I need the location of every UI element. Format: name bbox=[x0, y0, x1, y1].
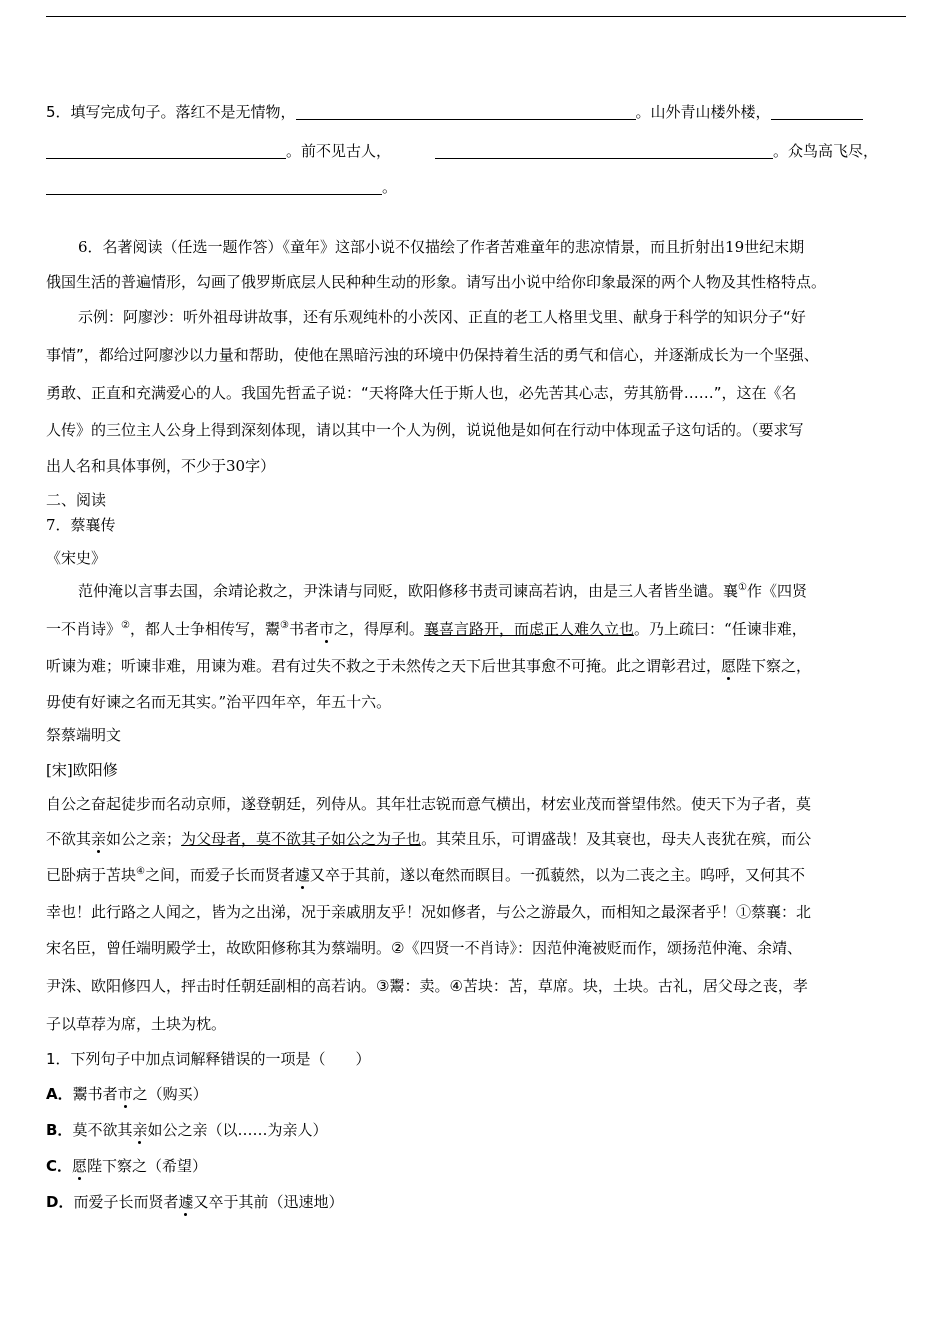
dotted-word: 市 bbox=[318, 620, 334, 638]
answer-blank[interactable] bbox=[46, 142, 286, 159]
footnote-marker: ① bbox=[738, 582, 747, 593]
section-heading: 二、阅读 bbox=[46, 491, 107, 509]
option-b[interactable]: B．莫不欲其亲如公之亲（以……为亲人） bbox=[46, 1121, 328, 1139]
q6-line: 示例：阿廖沙：听外祖母讲故事，还有乐观纯朴的小茨冈、正直的老工人格里戈里、献身于科学的知识分子“好 bbox=[78, 308, 806, 326]
passage-title: 7．蔡襄传 bbox=[46, 516, 116, 534]
q5-line-3 bbox=[46, 176, 397, 198]
option-label: A． bbox=[46, 1085, 73, 1103]
dotted-word: 亲 bbox=[91, 830, 107, 848]
passage-title: 祭蔡端明文 bbox=[46, 726, 122, 744]
footnote-line: 宋名臣，曾任端明殿学士，故欧阳修称其为蔡端明。②《四贤一不肖诗》：因范仲淹被贬而作，颂扬范仲淹、余靖、 bbox=[46, 939, 802, 957]
q6-line: 人传》的三位主人公身上得到深刻体现，请以其中一个人为例，说说他是如何在行动中体现孟子这句话的。（要求写 bbox=[46, 421, 804, 439]
answer-blank[interactable] bbox=[296, 103, 636, 120]
passage-line: 自公之奋起徒步而名动京师，遂登朝廷，列侍从。其年壮志锐而意气横出，材宏业茂而誉望伟然。使天下为子者，莫 bbox=[46, 795, 812, 813]
passage-line: 范仲淹以言事去国，余靖论救之，尹洙请与同贬，欧阳修移书责司谏高若讷，由是三人者皆坐谴。襄①作《四贤 bbox=[78, 582, 807, 600]
q6-line: 俄国生活的普遍情形，勾画了俄罗斯底层人民种种生动的形象。请写出小说中给你印象最深的两个人物及其性格特点。 bbox=[46, 273, 827, 291]
q6-line: 6．名著阅读（任选一题作答）《童年》这部小说不仅描绘了作者苦难童年的悲凉情景，而且折射出19世纪末期 bbox=[78, 238, 805, 256]
answer-blank[interactable] bbox=[46, 178, 382, 195]
question-stem: 1．下列句子中加点词解释错误的一项是（ ） bbox=[46, 1050, 371, 1068]
answer-blank[interactable] bbox=[435, 142, 773, 159]
option-d[interactable]: D．而爱子长而贤者遽又卒于其前（迅速地） bbox=[46, 1193, 344, 1211]
q5-text: 5．填写完成句子。落红不是无情物， bbox=[46, 103, 296, 121]
option-label: B． bbox=[46, 1121, 73, 1139]
passage-author: [宋]欧阳修 bbox=[46, 761, 118, 779]
dotted-word: 愿 bbox=[721, 657, 737, 675]
option-label: D． bbox=[46, 1193, 74, 1211]
option-label: C． bbox=[46, 1157, 73, 1175]
q5-line-1 bbox=[46, 101, 863, 123]
q6-line: 事情”，都给过阿廖沙以力量和帮助，使他在黑暗污浊的环境中仍保持着生活的勇气和信心，并逐渐成长为一个坚强、 bbox=[46, 346, 819, 364]
passage-source: 《宋史》 bbox=[46, 549, 107, 567]
dotted-word: 遽 bbox=[295, 866, 311, 884]
dotted-word: 愿 bbox=[72, 1157, 88, 1175]
passage-line: 听谏为难；听谏非难，用谏为难。君有过失不救之于未然传之天下后世其事愈不可掩。此之谓彰君过，愿陛下察之， bbox=[46, 657, 812, 675]
passage-line: 一不肖诗》②，都人士争相传写，鬻③书者市之，得厚利。襄喜言路开，而虑正人难久立也。乃上疏曰：“任谏非难， bbox=[46, 620, 807, 638]
dotted-word: 市 bbox=[117, 1085, 133, 1103]
passage-line: 幸也！此行路之人闻之，皆为之出涕，况于亲戚朋友乎！况如修者，与公之游最久，而相知之最深者乎！①蔡襄：北 bbox=[46, 903, 812, 921]
option-a[interactable]: A．鬻书者市之（购买） bbox=[46, 1085, 208, 1103]
q5-line-2 bbox=[46, 140, 878, 162]
passage-line: 不欲其亲如公之亲；为父母者，莫不欲其子如公之为子也。其荣且乐，可谓盛哉！及其衰也，母夫人丧犹在殡，而公 bbox=[46, 830, 812, 848]
option-c[interactable]: C．愿陛下察之（希望） bbox=[46, 1157, 208, 1175]
q6-line: 勇敢、正直和充满爱心的人。我国先哲孟子说：“天将降大任于斯人也，必先苦其心志，劳其筋骨……”，这在《名 bbox=[46, 384, 797, 402]
footnote-line: 子以草荐为席，土块为枕。 bbox=[46, 1015, 227, 1033]
footnote-marker: ③ bbox=[280, 620, 289, 631]
q5-text: 。前不见古人， bbox=[286, 142, 392, 160]
footnote-marker: ② bbox=[121, 620, 130, 631]
dotted-word: 亲 bbox=[132, 1121, 148, 1139]
q5-text: 。众鸟高飞尽， bbox=[773, 142, 879, 160]
footnote-line: 尹洙、欧阳修四人，抨击时任朝廷副相的高若讷。③鬻：卖。④苫块：苫，草席。块，土块。古礼，居父母之丧，孝 bbox=[46, 977, 808, 995]
q5-text: 。山外青山楼外楼， bbox=[635, 103, 771, 121]
passage-line: 已卧病于苫块④之间，而爱子长而贤者遽又卒于其前，遂以奄然而瞑目。一孤藐然，以为二丧之主。呜呼，又何其不 bbox=[46, 866, 806, 884]
header-rule bbox=[46, 16, 906, 17]
passage-line: 毋使有好谏之名而无其实。”治平四年卒，年五十六。 bbox=[46, 693, 392, 711]
footnote-marker: ④ bbox=[136, 866, 145, 877]
underlined-sentence: 为父母者，莫不欲其子如公之为子也 bbox=[181, 830, 422, 848]
q6-line: 出人名和具体事例，不少于30字） bbox=[46, 457, 276, 475]
answer-blank[interactable] bbox=[771, 103, 863, 120]
q5-text: 。 bbox=[382, 178, 398, 196]
underlined-sentence: 襄喜言路开，而虑正人难久立也 bbox=[424, 620, 635, 638]
dotted-word: 遽 bbox=[178, 1193, 194, 1211]
